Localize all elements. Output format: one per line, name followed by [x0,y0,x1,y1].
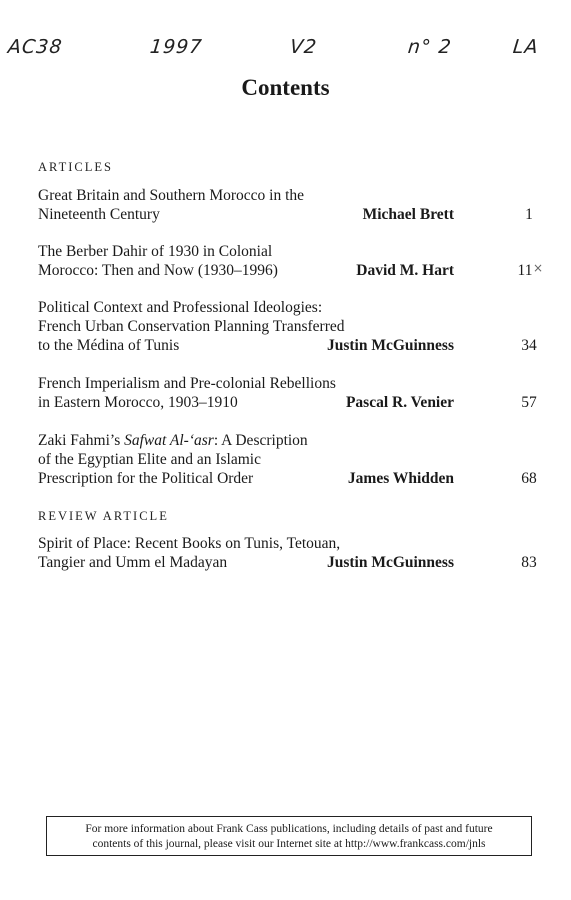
entry-page-number: 1 [525,206,533,223]
entry-title-line: to the Médina of Tunis [38,337,180,354]
handwritten-year: 1997 [148,36,204,58]
entry-title-line: French Imperialism and Pre-colonial Rebellions [38,375,336,392]
entry-page-number: 68 [521,470,537,487]
entry-title-line: The Berber Dahir of 1930 in Colonial [38,243,273,260]
entry-page-number: 57 [521,394,537,411]
entry-title-line: Prescription for the Political Order [38,470,254,487]
handwritten-issue: n° 2 [406,36,453,58]
toc-entry[interactable] [38,298,538,355]
entry-page-number: 83 [521,554,537,571]
entry-title-text: Zaki Fahmi’s [38,432,125,449]
handwritten-initials: LA [511,36,540,58]
section-heading-review: REVIEW ARTICLE [38,509,169,523]
toc-entry[interactable] [38,242,544,280]
footer-line: For more information about Frank Cass publications, including details of past and future [85,823,493,835]
entry-title-line: in Eastern Morocco, 1903–1910 [38,394,238,411]
entry-author: Justin McGuinness [326,337,454,354]
entry-title-line: Tangier and Umm el Madayan [38,554,228,571]
entry-author: Pascal R. Venier [345,394,454,411]
pencil-check-mark: × [533,261,544,275]
entry-author: David M. Hart [356,262,454,279]
entry-author: Michael Brett [362,206,454,223]
toc-entry[interactable] [38,374,538,412]
section-heading-articles: ARTICLES [38,160,113,174]
entry-title-line: French Urban Conservation Planning Transferred [38,318,345,335]
entry-author: James Whidden [347,470,454,487]
handwritten-volume: V2 [288,36,319,58]
toc-entry[interactable] [38,534,538,572]
footer-line: contents of this journal, please visit our Internet site at http://www.frankcass.com/jnls [92,838,486,850]
footer-info-box [46,816,532,856]
handwritten-catalog-number: AC38 [6,36,64,58]
toc-entry[interactable] [38,431,538,488]
entry-title-line: Political Context and Professional Ideologies: [38,299,323,316]
entry-title-line [38,431,538,450]
entry-title-line: of the Egyptian Elite and an Islamic [38,451,261,468]
entry-title-line: Morocco: Then and Now (1930–1996) [38,262,278,279]
entry-page-number: 11 [517,262,533,279]
page-title: Contents [241,75,330,100]
toc-entry[interactable] [38,186,538,224]
entry-title-line: Nineteenth Century [38,206,160,223]
entry-title-line: Spirit of Place: Recent Books on Tunis, Tetouan, [38,535,341,552]
entry-title-italic: Safwat Al-‘asr [124,432,214,449]
entry-page-number: 34 [521,337,537,354]
entry-title-text: : A Description [213,432,308,449]
entry-title-line: Great Britain and Southern Morocco in the [38,187,305,204]
entry-author: Justin McGuinness [326,554,454,571]
